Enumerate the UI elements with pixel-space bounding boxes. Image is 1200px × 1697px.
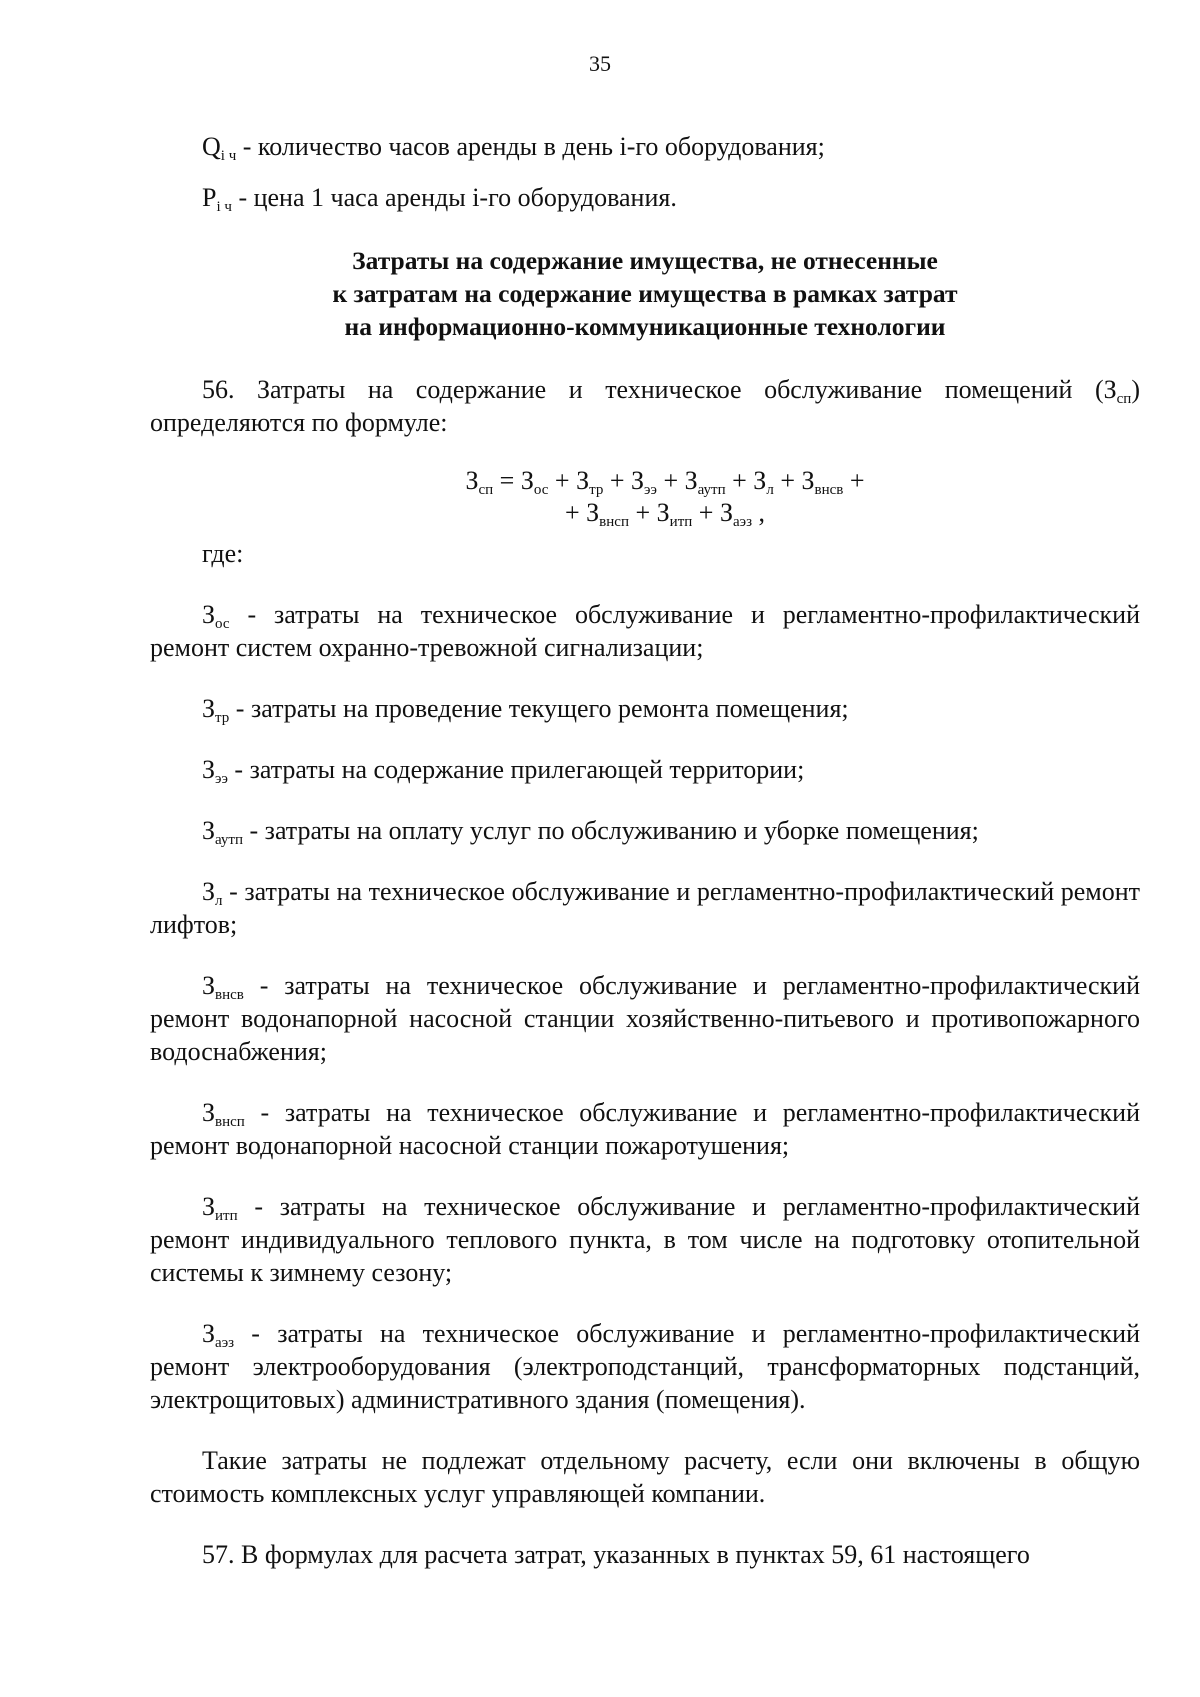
formula-l2-operator-0: + xyxy=(628,498,657,527)
symbol-q: Q xyxy=(202,132,221,161)
formula-l1-operator-4: + xyxy=(725,466,754,495)
formula-l1-symbol-1: З xyxy=(520,466,534,495)
formula-l1-subscript-2: тр xyxy=(589,482,604,498)
formula-l1-symbol-2: З xyxy=(576,466,590,495)
definition-subscript: аутп xyxy=(215,832,244,848)
definition-symbol: З xyxy=(202,1098,216,1127)
definition-subscript: ээ xyxy=(215,771,228,787)
definition-text: - затраты на техническое обслуживание и регламентно-профилактический ремонт систем охранно-тревожной сигнализации; xyxy=(150,600,1140,662)
paragraph-56-subscript: сп xyxy=(1116,391,1132,407)
definition-subscript: аэз xyxy=(215,1335,235,1351)
definition-item xyxy=(150,814,1140,847)
definition-q-text: - количество часов аренды в день i-го оборудования; xyxy=(236,132,825,161)
formula-l2-subscript-0: внсп xyxy=(599,514,629,530)
definition-text: - затраты на техническое обслуживание и регламентно-профилактический ремонт электрооборудования (электроподстанций, трансформаторных подстанций, электрощитовых) административного здания (помещения). xyxy=(150,1319,1140,1414)
note-paragraph: Такие затраты не подлежат отдельному расчету, если они включены в общую стоимость комплексных услуг управляющей компании. xyxy=(150,1446,1140,1508)
definition-symbol: З xyxy=(202,816,216,845)
formula-l2-symbol-2: З xyxy=(719,498,733,527)
definition-subscript: итп xyxy=(215,1208,238,1224)
definition-text: - затраты на оплату услуг по обслуживанию и уборке помещения; xyxy=(243,816,979,845)
definition-item xyxy=(150,1317,1140,1416)
definition-item xyxy=(150,1190,1140,1289)
formula-l2-subscript-2: аэз xyxy=(733,514,753,530)
formula-l1-subscript-1: ос xyxy=(533,482,549,498)
where-label: где: xyxy=(202,539,244,568)
definition-p xyxy=(150,181,1140,214)
formula-l1-symbol-4: З xyxy=(684,466,698,495)
definition-item xyxy=(150,753,1140,786)
formula-l1-symbol-0: З xyxy=(465,466,479,495)
definition-text: - затраты на проведение текущего ремонта помещения; xyxy=(229,694,849,723)
definition-text: - затраты на техническое обслуживание и регламентно-профилактический ремонт водонапорной насосной станции пожаротушения; xyxy=(150,1098,1140,1160)
section-heading xyxy=(150,244,1140,343)
definition-symbol: З xyxy=(202,1192,216,1221)
definition-subscript: внсп xyxy=(215,1114,245,1130)
formula-l1-subscript-3: ээ xyxy=(644,482,657,498)
formula-l1-operator-5: + xyxy=(773,466,802,495)
definition-text: - затраты на техническое обслуживание и регламентно-профилактический ремонт лифтов; xyxy=(150,877,1140,939)
page-number: 35 xyxy=(589,51,611,76)
definition-subscript: внсв xyxy=(215,987,244,1003)
formula xyxy=(150,465,1140,529)
heading-line-1: Затраты на содержание имущества, не отнесенные xyxy=(352,246,938,275)
definition-symbol: З xyxy=(202,877,216,906)
definition-symbol: З xyxy=(202,694,216,723)
definition-subscript: тр xyxy=(215,710,230,726)
formula-l1-subscript-4: аутп xyxy=(697,482,726,498)
formula-line-2 xyxy=(190,497,1140,529)
heading-line-2: к затратам на содержание имущества в рамках затрат xyxy=(332,279,958,308)
definition-item xyxy=(150,692,1140,725)
formula-line-1 xyxy=(190,465,1140,497)
definition-item xyxy=(150,598,1140,664)
formula-l1-operator-0: = xyxy=(493,466,521,495)
definition-item xyxy=(150,969,1140,1068)
symbol-p: P xyxy=(202,183,217,212)
definition-symbol: З xyxy=(202,971,216,1000)
formula-l1-symbol-3: З xyxy=(631,466,645,495)
formula-l1-operator-6: + xyxy=(843,466,865,495)
formula-l2-subscript-1: итп xyxy=(669,514,693,530)
formula-l1-operator-2: + xyxy=(603,466,632,495)
definition-subscript: л xyxy=(215,893,223,909)
formula-l1-operator-3: + xyxy=(656,466,685,495)
formula-l1-symbol-5: З xyxy=(753,466,767,495)
definition-symbol: З xyxy=(202,600,216,629)
symbol-p-subscript: i ч xyxy=(216,199,232,215)
definition-subscript: ос xyxy=(215,616,230,632)
definition-p-text: - цена 1 часа аренды i-го оборудования. xyxy=(231,183,677,212)
definition-item xyxy=(150,1096,1140,1162)
definition-text: - затраты на техническое обслуживание и регламентно-профилактический ремонт индивидуального теплового пункта, в том числе на подготовку отопительной системы к зимнему сезону; xyxy=(150,1192,1140,1287)
paragraph-56-end: ) определяются по формуле: xyxy=(150,375,1140,437)
formula-l1-subscript-5: л xyxy=(766,482,774,498)
definition-text: - затраты на техническое обслуживание и регламентно-профилактический ремонт водонапорной насосной станции хозяйственно-питьевого и противопожарного водоснабжения; xyxy=(150,971,1140,1066)
formula-l2-operator-1: + xyxy=(692,498,720,527)
definitions-list xyxy=(150,598,1140,1416)
formula-l1-subscript-6: внсв xyxy=(814,482,844,498)
definition-text: - затраты на содержание прилегающей территории; xyxy=(227,755,805,784)
formula-l2-operator-2: , xyxy=(752,498,766,527)
formula-l1-symbol-6: З xyxy=(801,466,815,495)
definition-item xyxy=(150,875,1140,941)
paragraph-56-text: 56. Затраты на содержание и техническое обслуживание помещений (З xyxy=(202,375,1117,404)
paragraph-57: 57. В формулах для расчета затрат, указанных в пунктах 59, 61 настоящего xyxy=(202,1540,1030,1569)
paragraph-56 xyxy=(150,373,1140,439)
definition-q xyxy=(150,130,1140,163)
symbol-q-subscript: i ч xyxy=(220,148,237,164)
formula-l2-symbol-0: + З xyxy=(564,498,600,527)
definition-symbol: З xyxy=(202,755,216,784)
formula-l2-symbol-1: З xyxy=(656,498,670,527)
heading-line-3: на информационно-коммуникационные технологии xyxy=(344,312,946,341)
definition-symbol: З xyxy=(202,1319,216,1348)
formula-l1-operator-1: + xyxy=(548,466,577,495)
page-content xyxy=(150,130,1140,1571)
formula-l1-subscript-0: сп xyxy=(478,482,494,498)
